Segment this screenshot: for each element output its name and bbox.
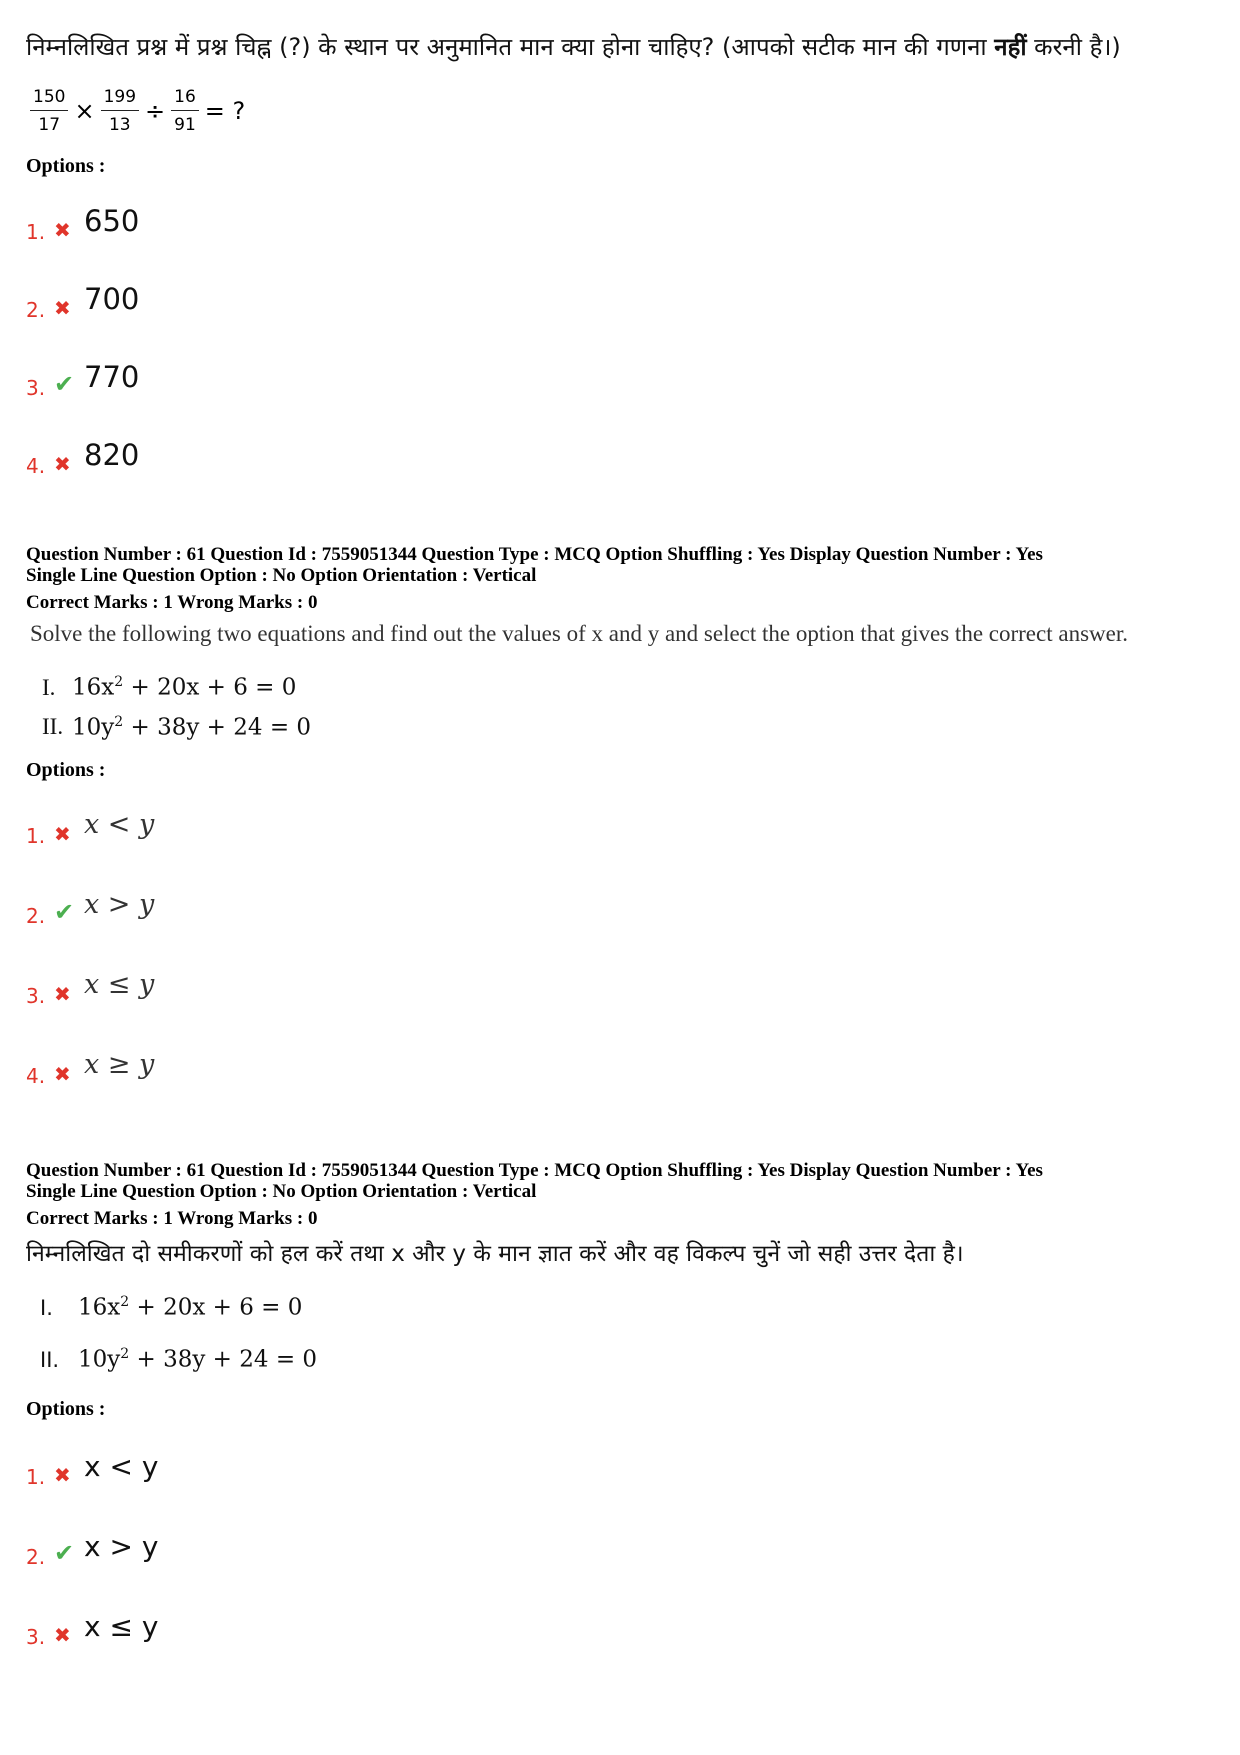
question-marks: Correct Marks : 1 Wrong Marks : 0 bbox=[26, 592, 318, 613]
question-marks: Correct Marks : 1 Wrong Marks : 0 bbox=[26, 1208, 318, 1230]
equation-2 bbox=[40, 1331, 1216, 1383]
option-value: x ≤ y bbox=[84, 1609, 159, 1643]
equation-term: 10y bbox=[72, 714, 115, 741]
check-icon: ✔ bbox=[54, 898, 75, 927]
cross-icon: ✖ bbox=[54, 452, 71, 476]
option-item[interactable] bbox=[26, 1493, 1216, 1573]
cross-icon: ✖ bbox=[54, 822, 71, 847]
equation-2 bbox=[42, 705, 1216, 745]
equation-rest: + 20x + 6 = 0 bbox=[123, 674, 297, 701]
options-list bbox=[26, 1413, 1216, 1653]
fraction-numerator: 16 bbox=[171, 87, 199, 111]
options-label: Options : bbox=[26, 155, 106, 177]
fraction-denominator: 13 bbox=[108, 115, 131, 135]
option-value: x > y bbox=[84, 889, 155, 921]
multiply-operator: × bbox=[74, 97, 95, 125]
option-number: 4. bbox=[26, 1064, 46, 1089]
equation-label: II. bbox=[40, 1347, 60, 1372]
fraction-1 bbox=[30, 87, 68, 135]
fraction-numerator: 199 bbox=[101, 87, 139, 111]
option-item[interactable] bbox=[26, 1413, 1216, 1493]
divide-operator: ÷ bbox=[145, 97, 166, 125]
fraction-3 bbox=[171, 87, 199, 135]
equals-question: = ? bbox=[204, 97, 246, 125]
equation-label: I. bbox=[42, 674, 56, 700]
option-item[interactable] bbox=[26, 326, 1216, 404]
equation-label: I. bbox=[40, 1295, 53, 1320]
options-label: Options : bbox=[26, 759, 106, 782]
cross-icon: ✖ bbox=[54, 296, 71, 320]
exponent: 2 bbox=[120, 1294, 130, 1311]
option-value: x ≥ y bbox=[84, 1049, 155, 1081]
equation-1 bbox=[40, 1279, 1216, 1331]
equation-term: 16x bbox=[78, 1294, 121, 1321]
option-number: 2. bbox=[26, 1544, 46, 1569]
option-number: 3. bbox=[26, 376, 46, 400]
fraction-denominator: 17 bbox=[38, 115, 61, 135]
option-value: x < y bbox=[84, 809, 155, 841]
exponent: 2 bbox=[114, 674, 124, 690]
question-block-1 bbox=[26, 28, 1216, 482]
question-meta-line-2: Single Line Question Option : No Option Orientation : Vertical bbox=[26, 565, 537, 586]
question-block-2 bbox=[26, 544, 1216, 1092]
option-item[interactable] bbox=[26, 932, 1216, 1012]
cross-icon: ✖ bbox=[54, 982, 71, 1007]
options-list bbox=[26, 170, 1216, 482]
option-value: 650 bbox=[84, 204, 140, 238]
option-item[interactable] bbox=[26, 248, 1216, 326]
check-icon: ✔ bbox=[54, 1538, 75, 1567]
option-item[interactable] bbox=[26, 1012, 1216, 1092]
question-block-3 bbox=[26, 1160, 1216, 1652]
option-value: x < y bbox=[84, 1449, 159, 1483]
option-value: x > y bbox=[84, 1529, 159, 1563]
cross-icon: ✖ bbox=[54, 1622, 71, 1647]
question-text-part2: करनी है।) bbox=[1026, 33, 1121, 61]
equations bbox=[26, 1279, 1216, 1382]
option-number: 3. bbox=[26, 1624, 46, 1649]
option-item[interactable] bbox=[26, 772, 1216, 852]
option-number: 3. bbox=[26, 984, 46, 1009]
options-list bbox=[26, 772, 1216, 1092]
option-item[interactable] bbox=[26, 1573, 1216, 1653]
question-prompt: Solve the following two equations and find out the values of x and y and select the option that gives the correct answer. bbox=[30, 621, 1128, 646]
equation-term: 16x bbox=[72, 674, 115, 701]
equation-1 bbox=[42, 665, 1216, 705]
equation-rest: + 38y + 24 = 0 bbox=[123, 714, 312, 741]
expression bbox=[30, 78, 1216, 144]
question-prompt: निम्नलिखित दो समीकरणों को हल करें तथा x और y के मान ज्ञात करें और वह विकल्प चुनें जो सही उत्तर देता है। bbox=[26, 1241, 964, 1268]
option-number: 2. bbox=[26, 298, 46, 322]
option-number: 1. bbox=[26, 1464, 46, 1489]
exponent: 2 bbox=[114, 713, 124, 730]
option-item[interactable] bbox=[26, 404, 1216, 482]
question-meta-line-2: Single Line Question Option : No Option Orientation : Vertical bbox=[26, 1181, 537, 1203]
option-value: 700 bbox=[84, 282, 140, 316]
fraction-numerator: 150 bbox=[30, 87, 68, 111]
option-number: 4. bbox=[26, 454, 46, 478]
option-item[interactable] bbox=[26, 852, 1216, 932]
fraction-2 bbox=[101, 87, 139, 135]
cross-icon: ✖ bbox=[54, 218, 71, 242]
option-number: 1. bbox=[26, 824, 46, 849]
check-icon: ✔ bbox=[54, 370, 75, 398]
option-number: 1. bbox=[26, 220, 46, 244]
equation-rest: + 20x + 6 = 0 bbox=[129, 1294, 303, 1321]
exponent: 2 bbox=[120, 1345, 130, 1362]
equation-term: 10y bbox=[78, 1346, 121, 1373]
cross-icon: ✖ bbox=[54, 1062, 71, 1087]
fraction-denominator: 91 bbox=[174, 115, 196, 135]
cross-icon: ✖ bbox=[54, 1462, 71, 1487]
question-meta-line-1: Question Number : 61 Question Id : 7559051344 Question Type : MCQ Option Shuffling : Yes Display Question Number : Yes bbox=[26, 1160, 1043, 1182]
question-text-part1: निम्नलिखित प्रश्न में प्रश्न चिह्न (?) के स्थान पर अनुमानित मान क्या होना चाहिए? (आपको सटीक मान की गणना bbox=[26, 33, 995, 61]
option-number: 2. bbox=[26, 904, 46, 929]
equations bbox=[26, 665, 1216, 744]
question-paper-page bbox=[26, 28, 1216, 1653]
question-text-bold: नहीं bbox=[994, 33, 1027, 61]
options-label: Options : bbox=[26, 1397, 106, 1420]
question-text bbox=[26, 28, 1216, 66]
equation-rest: + 38y + 24 = 0 bbox=[129, 1346, 318, 1373]
option-value: 820 bbox=[84, 438, 140, 472]
option-value: x ≤ y bbox=[84, 969, 155, 1001]
question-meta-line-1: Question Number : 61 Question Id : 7559051344 Question Type : MCQ Option Shuffling : Yes Display Question Number : Yes bbox=[26, 544, 1043, 565]
option-value: 770 bbox=[84, 360, 140, 394]
equation-label: II. bbox=[42, 714, 64, 740]
option-item[interactable] bbox=[26, 170, 1216, 248]
